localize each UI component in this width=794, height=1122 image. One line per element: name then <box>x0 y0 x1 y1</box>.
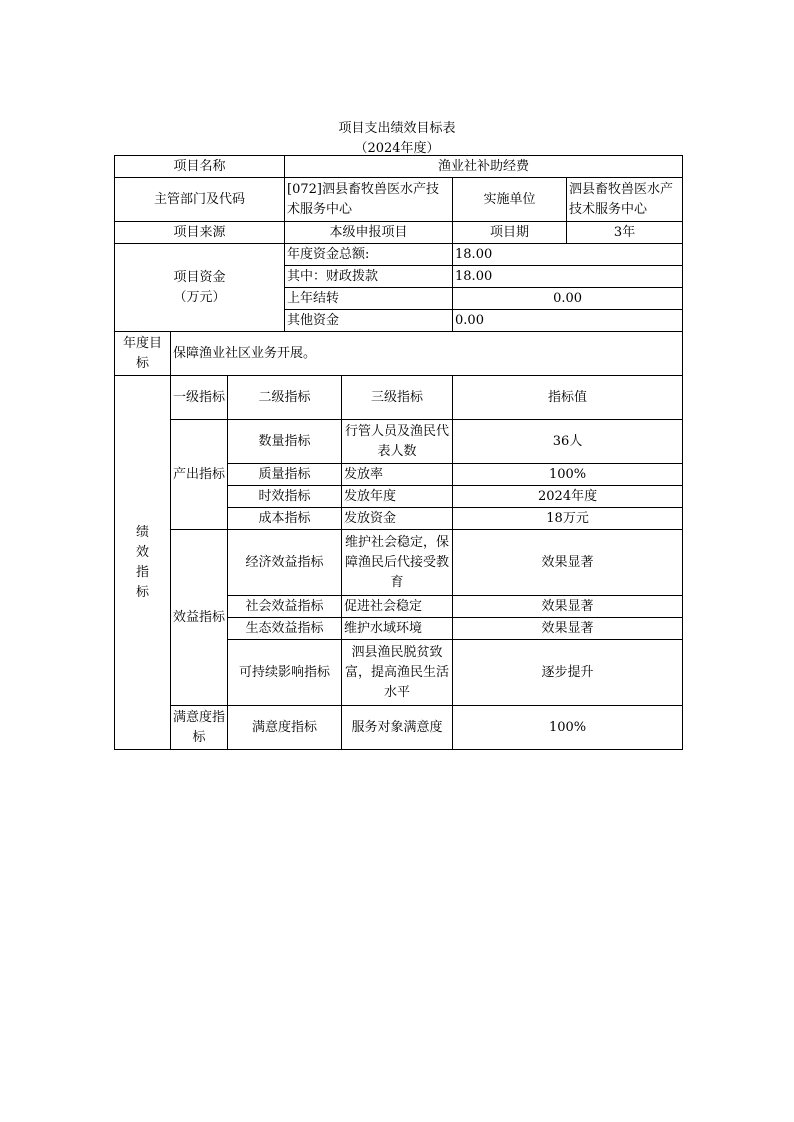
period-value: 3年 <box>567 222 683 244</box>
row-value: 效果显著 <box>453 530 683 596</box>
source-value: 本级申报项目 <box>285 222 453 244</box>
header-level3: 三级指标 <box>342 376 453 420</box>
header-level1: 一级指标 <box>171 376 228 420</box>
row-value: 逐步提升 <box>453 640 683 706</box>
indicators-side-label <box>115 376 171 750</box>
table-row <box>115 530 683 596</box>
funds-label-line1: 项目资金 <box>173 269 226 285</box>
row-level2: 成本指标 <box>228 508 342 530</box>
table-row <box>115 420 683 464</box>
source-label: 项目来源 <box>115 222 285 244</box>
row-level2: 可持续影响指标 <box>228 640 342 706</box>
row-value: 36人 <box>453 420 683 464</box>
row-value: 100% <box>453 706 683 750</box>
row-value: 18万元 <box>453 508 683 530</box>
row-value: 100% <box>453 464 683 486</box>
unit-value: 泗县畜牧兽医水产技术服务中心 <box>567 178 683 222</box>
header-value: 指标值 <box>453 376 683 420</box>
group-benefit: 效益指标 <box>171 530 228 706</box>
row-level3: 服务对象满意度 <box>342 706 453 750</box>
row-level3: 发放率 <box>342 464 453 486</box>
group-output: 产出指标 <box>171 420 228 530</box>
row-level3: 行管人员及渔民代表人数 <box>342 420 453 464</box>
row-value: 效果显著 <box>453 596 683 618</box>
row-level3: 维护水域环境 <box>342 618 453 640</box>
row-level3: 促进社会稳定 <box>342 596 453 618</box>
funds-other-value: 0.00 <box>453 310 683 332</box>
goal-value: 保障渔业社区业务开展。 <box>171 332 683 376</box>
header-level2: 二级指标 <box>228 376 342 420</box>
funds-fiscal-label: 其中：财政拨款 <box>285 266 453 288</box>
group-satisfaction: 满意度指标 <box>171 706 228 750</box>
goal-label: 年度目标 <box>115 332 171 376</box>
row-level3: 泗县渔民脱贫致富，提高渔民生活水平 <box>342 640 453 706</box>
funds-carryover-value: 0.00 <box>453 288 683 310</box>
performance-target-table <box>114 155 683 750</box>
funds-label <box>115 244 285 332</box>
row-value: 效果显著 <box>453 618 683 640</box>
row-level2: 质量指标 <box>228 464 342 486</box>
funds-carryover-label: 上年结转 <box>285 288 453 310</box>
row-level2: 经济效益指标 <box>228 530 342 596</box>
unit-label: 实施单位 <box>453 178 567 222</box>
period-label: 项目期 <box>453 222 567 244</box>
document-title: 项目支出绩效目标表 <box>338 121 456 136</box>
side-char: 指 <box>135 564 149 580</box>
funds-other-label: 其他资金 <box>285 310 453 332</box>
row-level2: 满意度指标 <box>228 706 342 750</box>
row-value: 2024年度 <box>453 486 683 508</box>
table-row <box>115 706 683 750</box>
side-char: 绩 <box>135 524 149 540</box>
funds-total-value: 18.00 <box>453 244 683 266</box>
funds-total-label: 年度资金总额: <box>285 244 453 266</box>
funds-fiscal-value: 18.00 <box>453 266 683 288</box>
dept-label: 主管部门及代码 <box>115 178 285 222</box>
side-char: 效 <box>135 544 149 560</box>
row-level2: 数量指标 <box>228 420 342 464</box>
project-name-value: 渔业社补助经费 <box>285 156 683 178</box>
row-level2: 时效指标 <box>228 486 342 508</box>
document-year: （2024年度） <box>354 141 440 156</box>
row-level2: 社会效益指标 <box>228 596 342 618</box>
side-char: 标 <box>135 584 149 600</box>
row-level3: 发放资金 <box>342 508 453 530</box>
row-level3: 发放年度 <box>342 486 453 508</box>
project-name-label: 项目名称 <box>115 156 285 178</box>
row-level2: 生态效益指标 <box>228 618 342 640</box>
row-level3: 维护社会稳定，保障渔民后代接受教育 <box>342 530 453 596</box>
dept-value: [072]泗县畜牧兽医水产技术服务中心 <box>285 178 453 222</box>
funds-label-line2: （万元） <box>173 289 226 305</box>
